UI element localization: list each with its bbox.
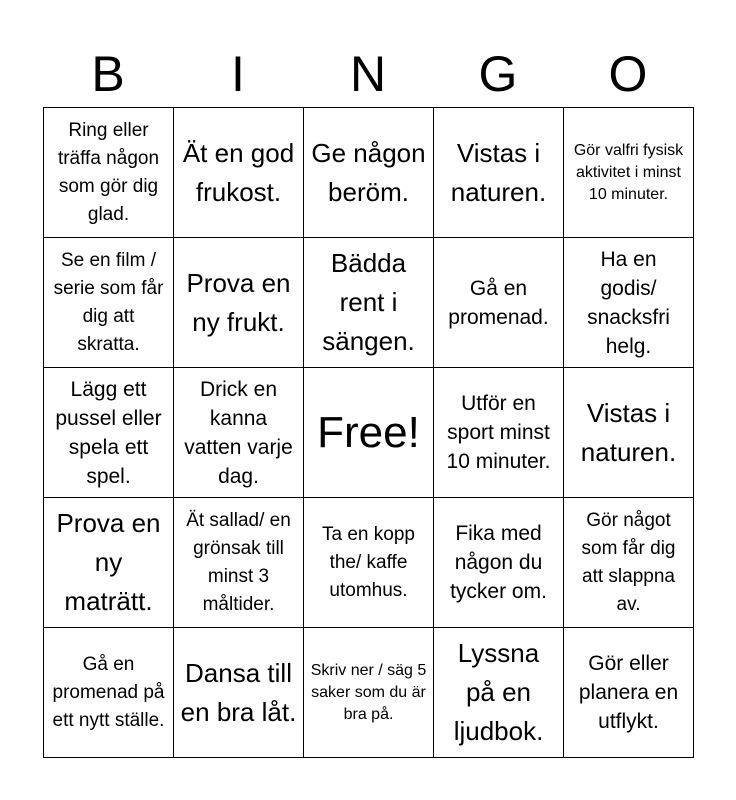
bingo-cell-r3c5[interactable] xyxy=(564,368,694,498)
cell-text: Fika med någon du tycker om. xyxy=(450,522,547,603)
cell-text: Vistas i naturen. xyxy=(580,397,677,467)
bingo-cell-r4c5[interactable] xyxy=(564,498,694,628)
cell-text: Ge någon beröm. xyxy=(311,137,426,207)
bingo-cell-r2c3[interactable] xyxy=(304,238,434,368)
bingo-cell-r2c1[interactable] xyxy=(44,238,174,368)
cell-text: Gör eller planera en utflykt. xyxy=(578,652,679,733)
free-space-text: Free! xyxy=(317,407,420,457)
cell-text: Lyssna på en ljudbok. xyxy=(453,638,544,746)
bingo-cell-r5c2[interactable] xyxy=(174,628,304,758)
cell-text: Gör valfri fysisk aktivitet i minst 10 minuter. xyxy=(573,141,684,203)
bingo-cell-r2c2[interactable] xyxy=(174,238,304,368)
bingo-cell-r5c1[interactable] xyxy=(44,628,174,758)
bingo-cell-r4c2[interactable] xyxy=(174,498,304,628)
bingo-cell-r4c4[interactable] xyxy=(434,498,564,628)
header-letter-i: I xyxy=(231,46,245,102)
bingo-cell-r5c3[interactable] xyxy=(304,628,434,758)
cell-text: Prova en ny frukt. xyxy=(186,267,291,337)
cell-text: Lägg ett pussel eller spela ett spel. xyxy=(55,377,162,488)
cell-text: Gör något som får dig att slappna av. xyxy=(581,509,676,615)
bingo-cell-r3c2[interactable] xyxy=(174,368,304,498)
cell-text: Ät sallad/ en grönsak till minst 3 måltider. xyxy=(186,509,291,615)
bingo-header xyxy=(43,44,693,104)
bingo-cell-r3c4[interactable] xyxy=(434,368,564,498)
cell-text: Gå en promenad på ett nytt ställe. xyxy=(52,653,165,731)
bingo-grid xyxy=(43,107,694,758)
bingo-cell-r1c1[interactable] xyxy=(44,108,174,238)
bingo-cell-r3c1[interactable] xyxy=(44,368,174,498)
cell-text: Ta en kopp the/ kaffe utomhus. xyxy=(322,523,415,601)
cell-text: Vistas i naturen. xyxy=(450,137,547,207)
cell-text: Drick en kanna vatten varje dag. xyxy=(184,377,293,488)
cell-text: Dansa till en bra låt. xyxy=(180,657,297,727)
cell-text: Utför en sport minst 10 minuter. xyxy=(446,392,551,473)
cell-text: Ät en god frukost. xyxy=(182,137,295,207)
bingo-cell-r4c3[interactable] xyxy=(304,498,434,628)
bingo-cell-r1c4[interactable] xyxy=(434,108,564,238)
header-letter-o: O xyxy=(608,46,648,102)
cell-text: Gå en promenad. xyxy=(448,276,549,329)
bingo-cell-r2c4[interactable] xyxy=(434,238,564,368)
cell-text: Skriv ner / säg 5 saker som du är bra på. xyxy=(310,661,427,723)
bingo-cell-r5c5[interactable] xyxy=(564,628,694,758)
header-letter-b: B xyxy=(91,46,125,102)
header-letter-g: G xyxy=(478,46,518,102)
bingo-cell-r2c5[interactable] xyxy=(564,238,694,368)
bingo-cell-r4c1[interactable] xyxy=(44,498,174,628)
bingo-cell-r1c3[interactable] xyxy=(304,108,434,238)
bingo-cell-free[interactable] xyxy=(304,368,434,498)
header-letter-n: N xyxy=(349,46,387,102)
bingo-cell-r1c2[interactable] xyxy=(174,108,304,238)
cell-text: Se en film / serie som får dig att skratta. xyxy=(53,249,164,355)
cell-text: Ha en godis/ snacksfri helg. xyxy=(587,247,670,358)
cell-text: Ring eller träffa någon som gör dig glad. xyxy=(57,119,160,225)
bingo-cell-r5c4[interactable] xyxy=(434,628,564,758)
cell-text: Bädda rent i sängen. xyxy=(322,248,415,356)
cell-text: Prova en ny maträtt. xyxy=(56,508,161,616)
bingo-cell-r1c5[interactable] xyxy=(564,108,694,238)
